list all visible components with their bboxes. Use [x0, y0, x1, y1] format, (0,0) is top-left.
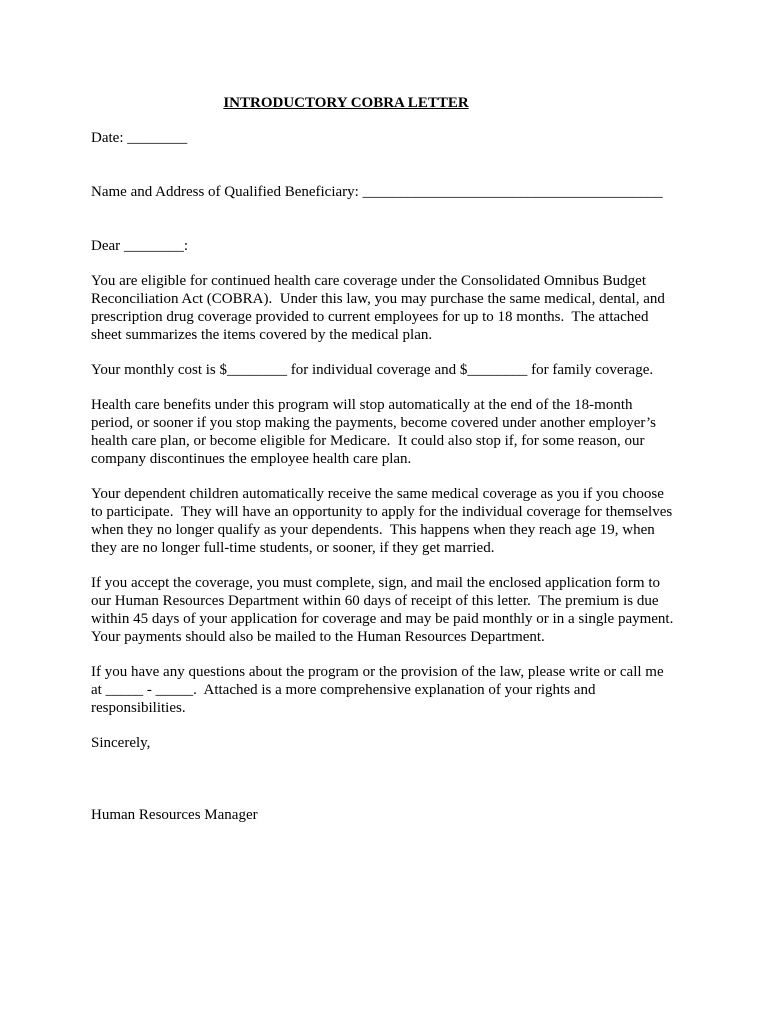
paragraph-monthly-cost: Your monthly cost is $________ for individual coverage and $________ for family coverage. — [91, 362, 654, 378]
closing: Sincerely, — [91, 735, 151, 751]
paragraph-questions: If you have any questions about the program or the provision of the law, please write or call me at _____ - _____. Attached is a more comprehensive explanation of your rights and responsibilities. — [91, 664, 664, 716]
paragraph-acceptance: If you accept the coverage, you must complete, sign, and mail the enclosed application form to our Human Resources Department within 60 days of receipt of this letter. The premium is due within 45 days of your application for coverage and may be paid monthly or in a single payment. Your payments should also be mailed to the Human Resources Department. — [91, 575, 674, 645]
salutation: Dear ________: — [91, 238, 189, 254]
letter-title: INTRODUCTORY COBRA LETTER — [223, 95, 469, 111]
paragraph-dependents: Your dependent children automatically receive the same medical coverage as you if you choose to participate. They will have an opportunity to apply for the individual coverage for themselves when they no longer qualify as your dependents. This happens when they reach age 19, when they are no longer full-time students, or sooner, if they get married. — [91, 486, 673, 556]
signature-title: Human Resources Manager — [91, 807, 258, 823]
paragraph-benefit-termination: Health care benefits under this program will stop automatically at the end of the 18-month period, or sooner if you stop making the payments, become covered under another employer’s health care plan, or become eligible for Medicare. It could also stop if, for some reason, our company discontinues the employee health care plan. — [91, 397, 656, 467]
date-line: Date: ________ — [91, 130, 188, 146]
letter-page — [91, 94, 691, 824]
paragraph-eligibility: You are eligible for continued health care coverage under the Consolidated Omnibus Budget Reconciliation Act (COBRA). Under this law, you may purchase the same medical, dental, and prescription drug coverage provided to current employees for up to 18 months. The attached sheet summarizes the items covered by the medical plan. — [91, 273, 665, 343]
beneficiary-line: Name and Address of Qualified Beneficiary: ________________________________________ — [91, 184, 663, 200]
